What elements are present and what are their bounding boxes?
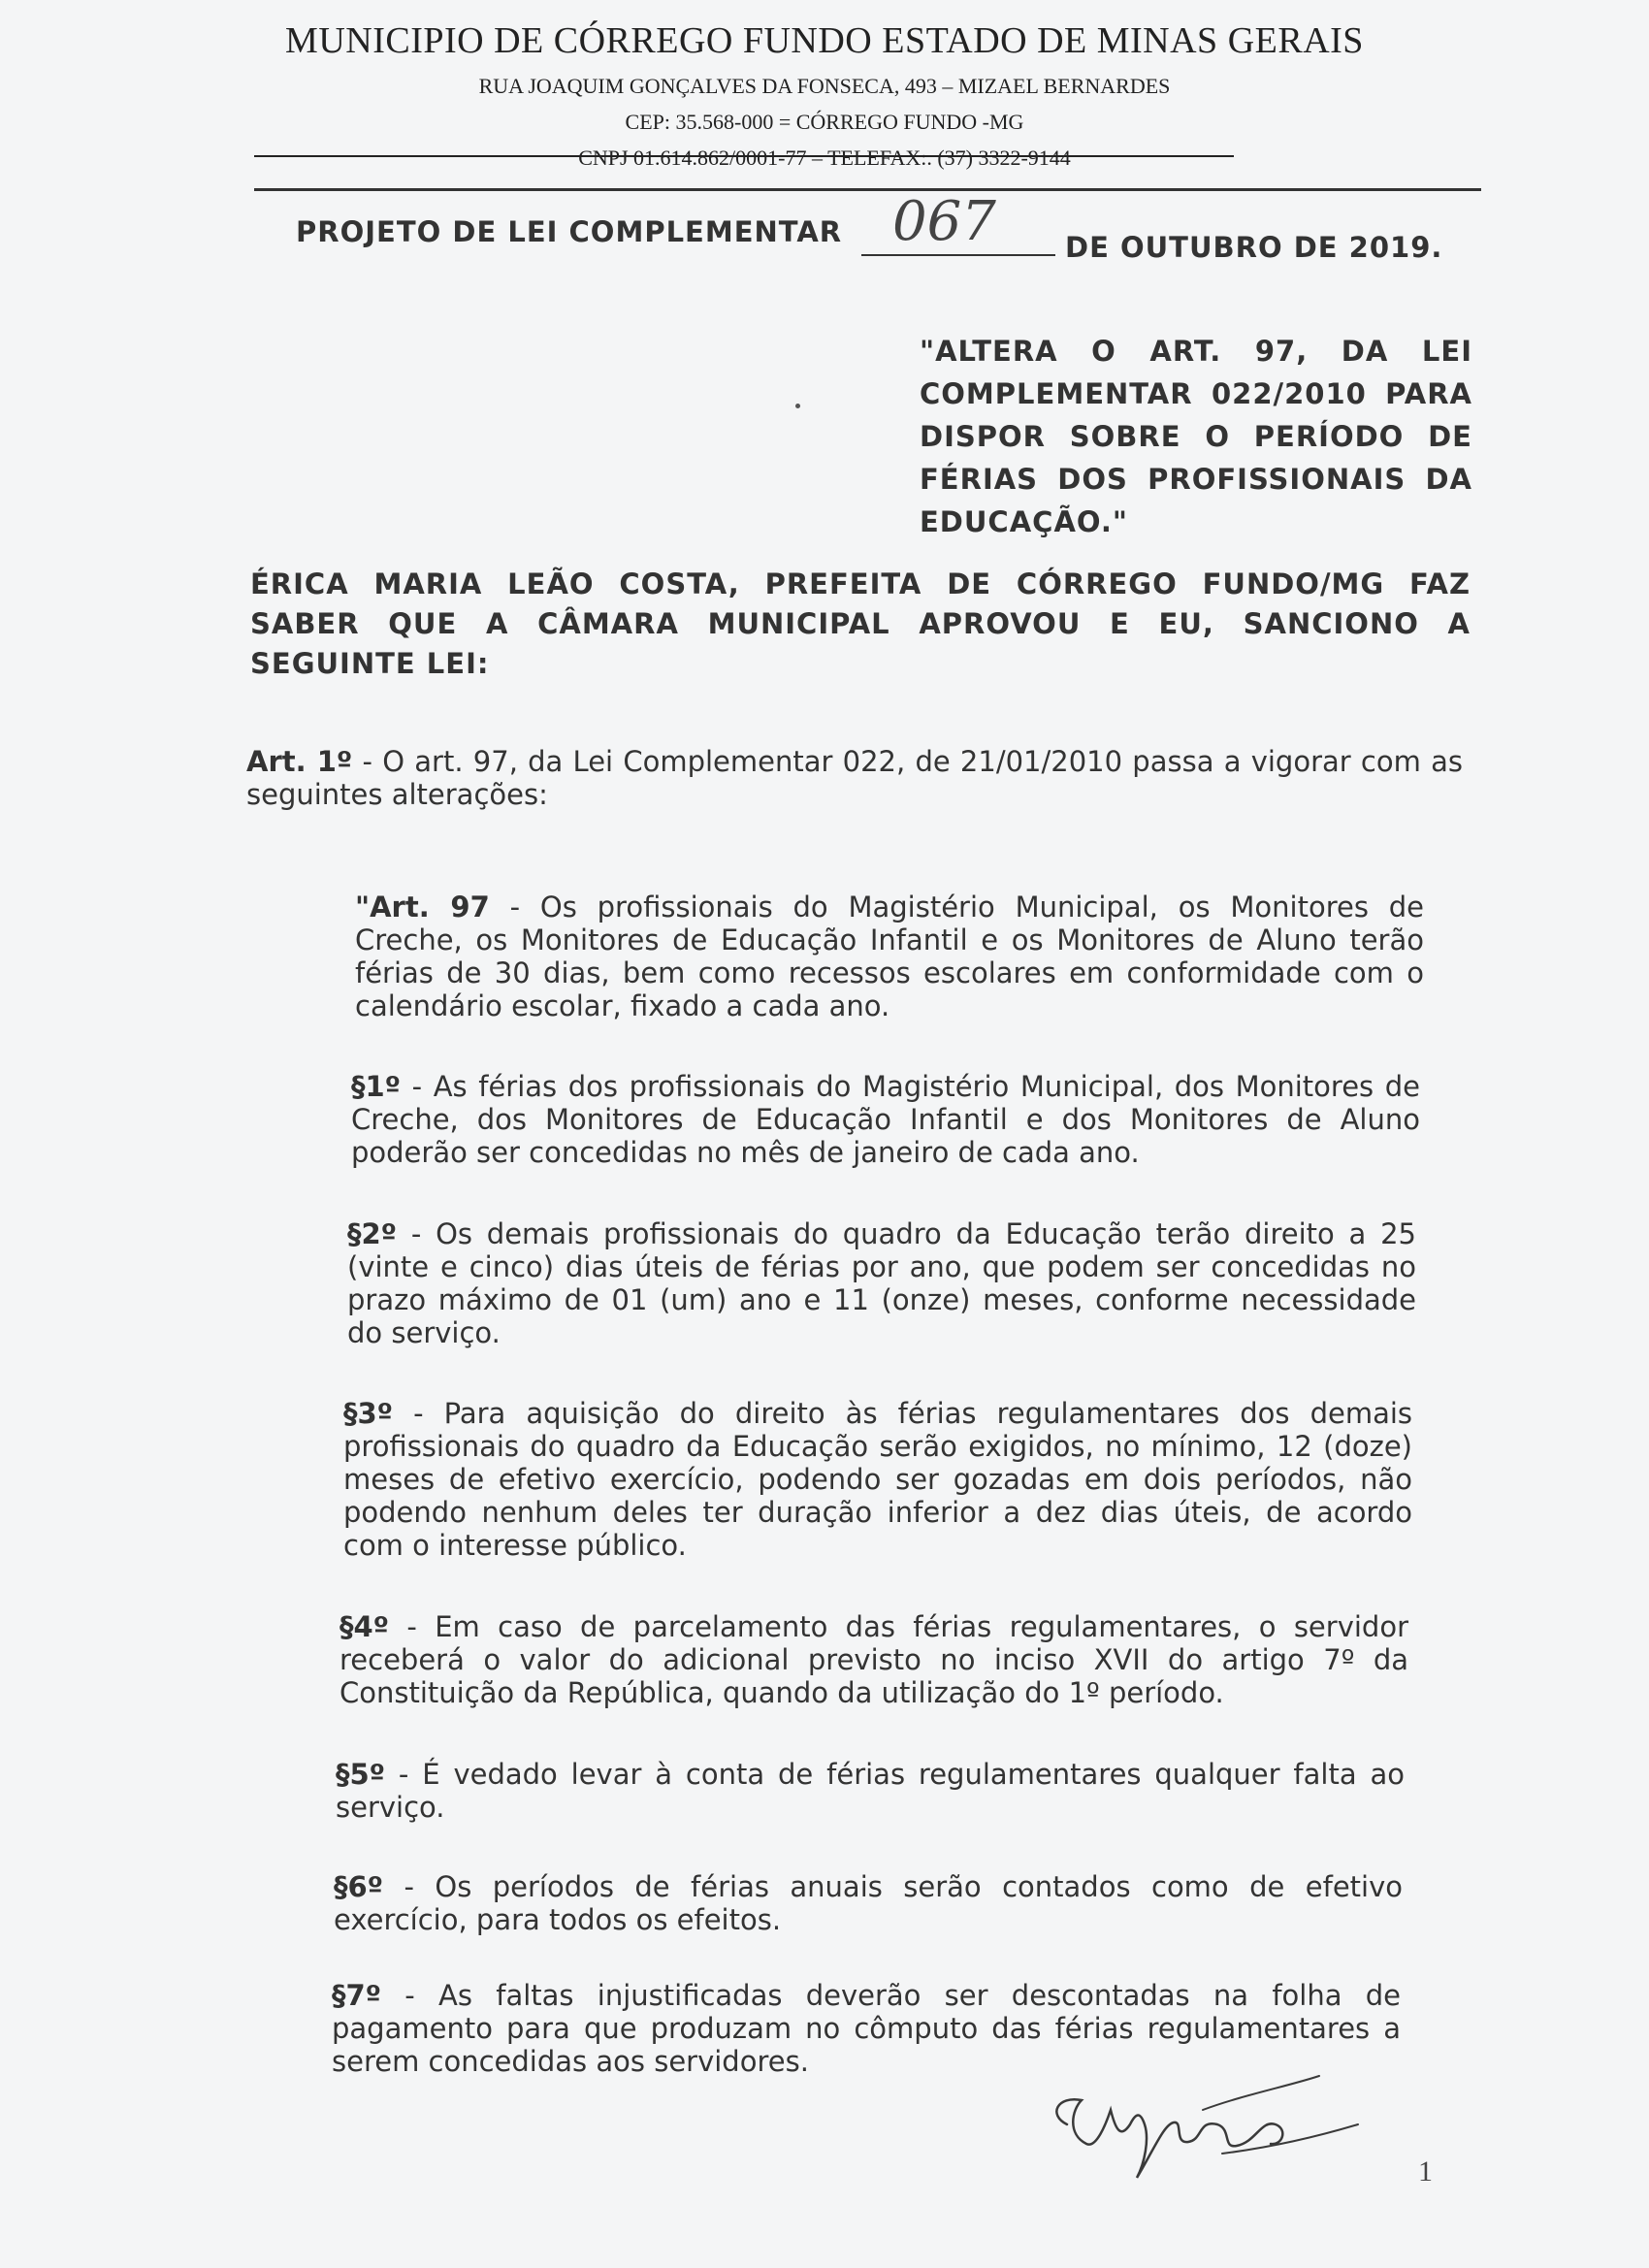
paragraph-label: §5º <box>336 1758 386 1791</box>
letterhead-rule-bottom <box>254 188 1481 191</box>
paragraph-4 <box>340 1610 1408 1709</box>
paragraph-label: §3º <box>343 1397 394 1430</box>
paragraph-text: - As faltas injustificadas deverão ser descontadas na folha de pagamento para que produzam no cômputo das férias regulamentares a serem concedidas aos servidores. <box>332 1979 1401 2078</box>
handwritten-signature <box>1028 2057 1377 2192</box>
article-1-label: Art. 1º <box>246 745 353 778</box>
article-97 <box>355 891 1424 1022</box>
paragraph-2 <box>347 1217 1416 1349</box>
scan-speck <box>795 404 800 408</box>
paragraph-text: - Os demais profissionais do quadro da Educação terão direito a 25 (vinte e cinco) dias úteis de férias por ano, que podem ser concedidas no prazo máximo de 01 (um) ano e 11 (onze) meses, conforme necessidade do serviço. <box>347 1217 1416 1349</box>
paragraph-text: - Os períodos de férias anuais serão contados como de efetivo exercício, para todos os efeitos. <box>334 1870 1403 1936</box>
paragraph-text: - Para aquisição do direito às férias regulamentares dos demais profissionais do quadro da Educação serão exigidos, no mínimo, 12 (doze) meses de efetivo exercício, podendo ser gozadas em dois períodos, não podendo nenhum deles ter duração inferior a dez dias úteis, de acordo com o interesse público. <box>343 1397 1412 1562</box>
project-number-handwritten: 067 <box>892 190 996 253</box>
paragraph-5 <box>336 1758 1405 1824</box>
project-date: DE OUTUBRO DE 2019. <box>1065 231 1443 264</box>
ementa: "ALTERA O ART. 97, DA LEI COMPLEMENTAR 022/2010 PARA DISPOR SOBRE O PERÍODO DE FÉRIAS DOS PROFISSIONAIS DA EDUCAÇÃO." <box>920 335 1472 538</box>
letterhead-address: RUA JOAQUIM GONÇALVES DA FONSECA, 493 – MIZAEL BERNARDES <box>478 74 1171 98</box>
paragraph-label: §7º <box>332 1979 382 2012</box>
project-number-blank-line <box>861 254 1055 256</box>
paragraph-text: - É vedado levar à conta de férias regulamentares qualquer falta ao serviço. <box>336 1758 1405 1824</box>
paragraph-label: §4º <box>340 1610 390 1643</box>
paragraph-label: §2º <box>347 1217 398 1250</box>
paragraph-1 <box>351 1070 1420 1169</box>
letterhead-cep: CEP: 35.568-000 = CÓRREGO FUNDO -MG <box>625 110 1024 134</box>
paragraph-6 <box>334 1870 1403 1936</box>
enacting-clause: ÉRICA MARIA LEÃO COSTA, PREFEITA DE CÓRREGO FUNDO/MG FAZ SABER QUE A CÂMARA MUNICIPAL APROVOU E EU, SANCIONO A SEGUINTE LEI: <box>250 567 1471 680</box>
article-1-text: - O art. 97, da Lei Complementar 022, de 21/01/2010 passa a vigorar com as seguintes alterações: <box>246 745 1463 811</box>
paragraph-label: §1º <box>351 1070 402 1103</box>
letterhead-cnpj: CNPJ 01.614.862/0001-77 – TELEFAX:. (37) 3322-9144 <box>578 146 1071 170</box>
article-97-text: - Os profissionais do Magistério Municipal, os Monitores de Creche, os Monitores de Educação Infantil e os Monitores de Aluno terão férias de 30 dias, bem como recessos escolares em conformidade com o calendário escolar, fixado a cada ano. <box>355 891 1424 1022</box>
project-label: PROJETO DE LEI COMPLEMENTAR <box>296 215 843 248</box>
article-1 <box>246 745 1463 811</box>
paragraph-label: §6º <box>334 1870 384 1903</box>
paragraph-3 <box>343 1397 1412 1562</box>
article-97-label: "Art. 97 <box>355 891 490 923</box>
paragraph-text: - As férias dos profissionais do Magistério Municipal, dos Monitores de Creche, dos Monitores de Educação Infantil e dos Monitores de Aluno poderão ser concedidas no mês de janeiro de cada ano. <box>351 1070 1420 1169</box>
paragraph-text: - Em caso de parcelamento das férias regulamentares, o servidor receberá o valor do adicional previsto no inciso XVII do artigo 7º da Constituição da República, quando da utilização do 1º período. <box>340 1610 1408 1709</box>
page-number: 1 <box>1418 2155 1433 2187</box>
letterhead-title: MUNICIPIO DE CÓRREGO FUNDO ESTADO DE MINAS GERAIS <box>285 20 1364 61</box>
